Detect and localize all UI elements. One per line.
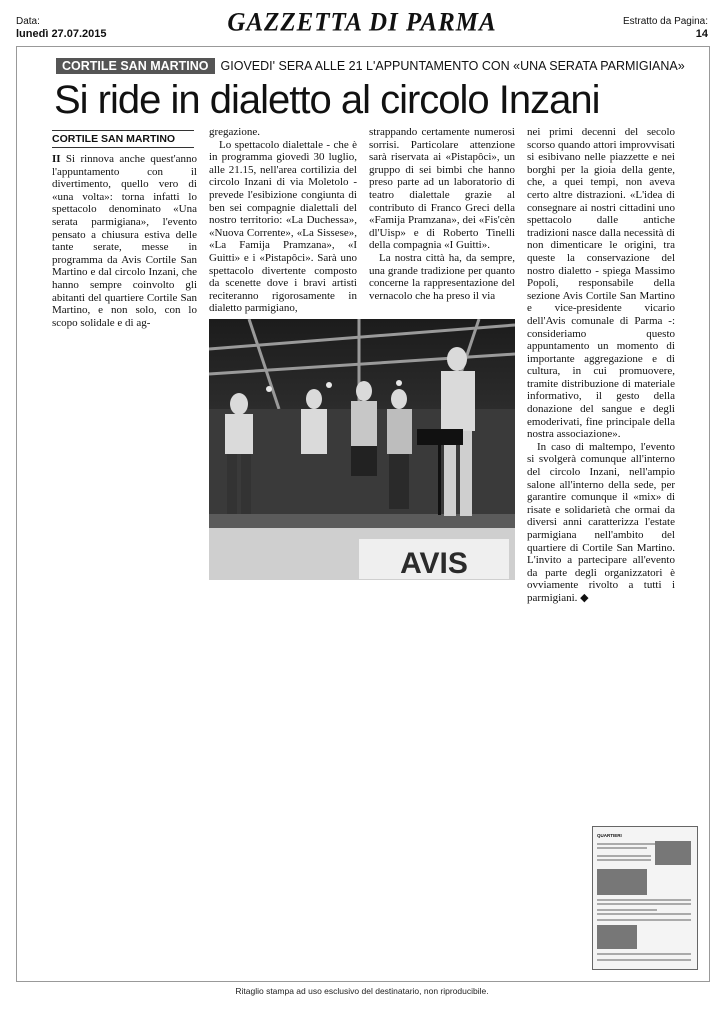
date-label: Data:	[16, 16, 40, 27]
header-date	[16, 16, 107, 40]
paragraph-marker-icon: II	[52, 153, 66, 165]
paragraph: Lo spettacolo dialettale - che è in programma giovedì 30 luglio, alle 21.15, nell'area cortilizia del circolo Inzani di via Moletolo - prevede l'esibizione congiunta di ben sei compagnie dialettali del nostro territorio: «La Duchessa», «Nuova Corrente», «La Sissese», «La Famija Pramzana», «I Guitti» e i «Pistapôci». Sarà uno spettacolo divertente composto da scenette dove i bravi artisti reciteranno rigorosamente in dialetto parmigiano,	[209, 138, 357, 315]
kicker-text: GIOVEDI' SERA ALLE 21 L'APPUNTAMENTO CON «UNA SERATA PARMIGIANA»	[220, 59, 685, 73]
avis-sign: AVIS	[400, 547, 468, 580]
article-column-3	[369, 126, 515, 302]
paragraph: nei primi decenni del secolo scorso quando attori improvvisati si esibivano nelle piazzette e nei borghi per la gioia della gente, che, a quei tempi, non aveva certo altre distrazioni. «L'idea di consegnare ai nostri cittadini uno spettacolo dalle antiche tradizioni nasce dalla necessità di non dimenticare le origini, tra queste la conservazione del nostro dialetto - spiega Massimo Popoli, responsabile della sezione Avis Cortile San Martino e vice-presidente vicario dell'Avis comunale di Parma -: consideriamo questo appuntamento un momento di importante aggregazione e di cultura, in cui promuovere, tramite distribuzione di materiale informativo, il gesto della donazione del sangue e degli emoderivati, fine principale della nostra associazione».	[527, 126, 675, 441]
paragraph: La nostra città ha, da sempre, una grande tradizione per quanto concerne la rappresentazione del vernacolo che ha preso il via	[369, 251, 515, 302]
extract-label: Estratto da Pagina:	[622, 16, 708, 27]
paragraph: strappando certamente numerosi sorrisi. Particolare attenzione sarà riservata ai «Pistapôci», un gruppo di sei bimbi che hanno preso parte ad un laboratorio di teatro dialettale grazie al contributo di Franco Greci della «Famija Pramzana», dei «Fis'cèn dl'Uisp» e di Roberto Tinelli della compagnia «I Guitti».	[369, 126, 515, 252]
paragraph: In caso di maltempo, l'evento si svolgerà comunque all'interno del circolo Inzani, nell'ampio salone all'interno della sede, per garantire comunque il «mix» di risate e solidarietà che ormai da diversi anni caratterizza l'estate parmigiana nell'ambito del quartiere di Cortile San Martino. L'invito a partecipare all'evento da parte degli organizzatori è ovviamente rivolto a tutti i parmigiani. ◆	[527, 440, 675, 604]
article-column-2	[209, 126, 357, 315]
footer-notice: Ritaglio stampa ad uso esclusivo del destinatario, non riproducibile.	[235, 986, 489, 996]
article-column-4	[527, 126, 675, 605]
header-page	[623, 16, 708, 40]
paragraph: II Si rinnova anche quest'anno l'appuntamento con il divertimento, quello vero di «una volta»: torna infatti lo spettacolo denominato «Una serata parmigiana», l'evento pensato a chiusura estiva delle tante serate, messe in programma da Avis Cortile San Martino e dal circolo Inzani, che hanno sempre coinvolto gli abitanti del quartiere Cortile San Martino, e non solo, con lo scopo solidale e di ag-	[52, 153, 197, 329]
date-value: lunedì 27.07.2015	[16, 28, 107, 40]
kicker	[56, 58, 685, 74]
section-label: CORTILE SAN MARTINO	[52, 130, 194, 148]
thumbnail-section: QUARTIERI	[597, 833, 622, 838]
stage-photo	[209, 319, 515, 580]
stage-photo-illustration	[209, 319, 515, 580]
paragraph: gregazione.	[209, 126, 260, 138]
page-thumbnail	[592, 826, 698, 970]
page-number: 14	[695, 28, 708, 40]
masthead-logo: GAZZETTA DI PARMA	[227, 8, 497, 37]
article-column-1	[52, 153, 197, 329]
headline: Si ride in dialetto al circolo Inzani	[54, 78, 600, 122]
kicker-tag: CORTILE SAN MARTINO	[56, 58, 215, 74]
